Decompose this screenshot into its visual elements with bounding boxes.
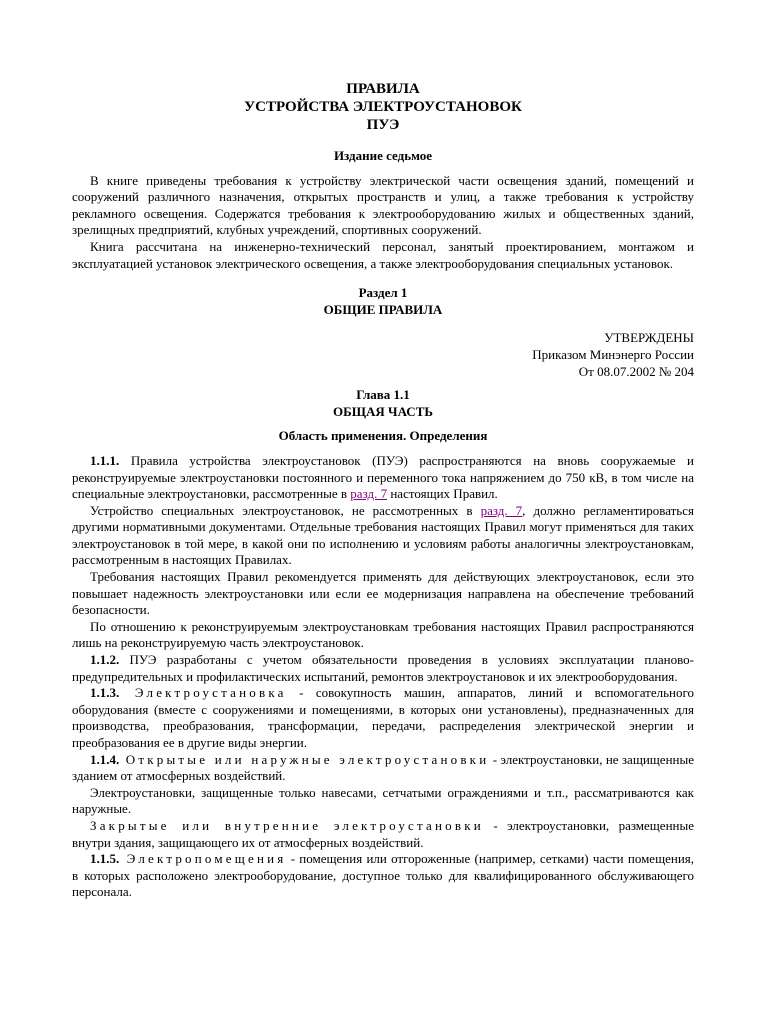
existing-installations-paragraph: Требования настоящих Правил рекомендуется применять для действующих электроустановок, если это повышает надежность электроустановки или если ее модернизация направлена на обеспечение требований безопасности. — [72, 569, 694, 618]
clause-text: - совокупность машин, аппаратов, линий и вспомогательного оборудования (вместе с сооружениями и помещениями, в которых они установлены), предназначенных для производства, преобразования, трансформации, передачи, распределения электрической энергии и преобразования ее в другие виды энергии. — [72, 685, 695, 750]
approval-line-2: Приказом Минэнерго России — [532, 346, 694, 362]
clause-number: 1.1.1. — [90, 452, 120, 468]
document-page — [72, 80, 694, 901]
paragraph-text-end: , должно регламентироваться другими нормативными документами. Отдельные требования настоящих Правил могут применяться для таких электроустановок в той мере, в какой они по исполнению и условиям работы аналогичны электроустановкам, рассмотренным в настоящих Правилах. — [72, 502, 694, 568]
clause-term: Электроустановка — [119, 685, 287, 701]
clause-1-1-3 — [72, 685, 694, 751]
canopy-paragraph: Электроустановки, защищенные только навесами, сетчатыми ограждениями и т.п., рассматриваются как наружные. — [72, 784, 694, 817]
section-number: Раздел 1 — [358, 285, 408, 301]
title-line-3: ПУЭ — [366, 117, 400, 133]
edition-label: Издание седьмое — [333, 148, 433, 163]
title-line-1: ПРАВИЛА — [346, 81, 420, 97]
clause-text-end: настоящих Правил. — [387, 486, 498, 502]
clause-text: - электроустановки, размещенные внутри здания, защищающего их от атмосферных воздействий. — [72, 817, 694, 850]
paragraph-text: Устройство специальных электроустановок, не рассмотренных в — [90, 502, 481, 518]
reconstructed-installations-paragraph: По отношению к реконструируемым электроустановкам требования настоящих Правил распространяются лишь на реконструируемую часть электроустановок. — [72, 618, 694, 651]
clause-number: 1.1.2. — [90, 652, 120, 668]
clause-term: Электропомещения — [119, 851, 287, 867]
section-name: ОБЩИЕ ПРАВИЛА — [323, 301, 443, 317]
clause-number: 1.1.3. — [90, 685, 120, 701]
clause-number: 1.1.5. — [90, 851, 120, 867]
closed-installations-paragraph — [72, 818, 694, 851]
chapter-name: ОБЩАЯ ЧАСТЬ — [333, 403, 433, 419]
special-installations-paragraph — [72, 503, 694, 569]
title-line-2: УСТРОЙСТВА ЭЛЕКТРОУСТАНОВОК — [244, 99, 522, 115]
clause-text: - электроустановки, не защищенные зданием от атмосферных воздействий. — [72, 751, 694, 784]
clause-text: ПУЭ разработаны с учетом обязательности проведения в условиях эксплуатации планово-предупредительных и профилактических испытаний, ремонтов электроустановок и их электрооборудования. — [72, 652, 694, 684]
approval-line-3: От 08.07.2002 № 204 — [578, 363, 694, 379]
clause-text: Правила устройства электроустановок (ПУЭ) распространяются на вновь сооружаемые и реконструируемые электроустановки постоянного и переменного тока напряжением до 750 кВ, в том числе на специальные электроустановки, рассмотренные в — [72, 452, 694, 502]
approval-line-1: УТВЕРЖДЕНЫ — [604, 330, 694, 346]
section-7-link-2[interactable]: разд. 7 — [480, 502, 523, 518]
clause-1-1-2 — [72, 652, 694, 685]
clause-1-1-5 — [72, 851, 694, 901]
clause-number: 1.1.4. — [90, 751, 120, 767]
clause-term: Открытые или наружные электроустановки — [119, 751, 490, 767]
section-7-link[interactable]: разд. 7 — [350, 486, 388, 502]
clause-term: Закрытые или внутренние электроустановки — [90, 817, 484, 833]
clause-1-1-1 — [72, 453, 694, 503]
approval-block — [72, 330, 694, 380]
clause-text: - помещения или отгороженные (например, сетками) части помещения, в которых расположено электрооборудование, доступное только для квалифицированного обслуживающего персонала. — [72, 851, 694, 900]
clause-1-1-4 — [72, 752, 694, 785]
document-title — [72, 80, 694, 134]
intro-paragraph-1: В книге приведены требования к устройству электрической части освещения зданий, помещений и сооружений различного назначения, открытых пространств и улиц, а также требования к устройству рекламного освещения. Содержатся требования к электрооборудованию жилых и общественных зданий, зрелищных предприятий, клубных учреждений, спортивных сооружений. — [72, 172, 694, 238]
chapter-subtitle: Область применения. Определения — [278, 428, 488, 444]
chapter-number: Глава 1.1 — [356, 387, 410, 403]
intro-paragraph-2: Книга рассчитана на инженерно-технический персонал, занятый проектированием, монтажом и эксплуатацией установок электрического освещения, а также электрооборудования специальных установок. — [72, 238, 694, 271]
